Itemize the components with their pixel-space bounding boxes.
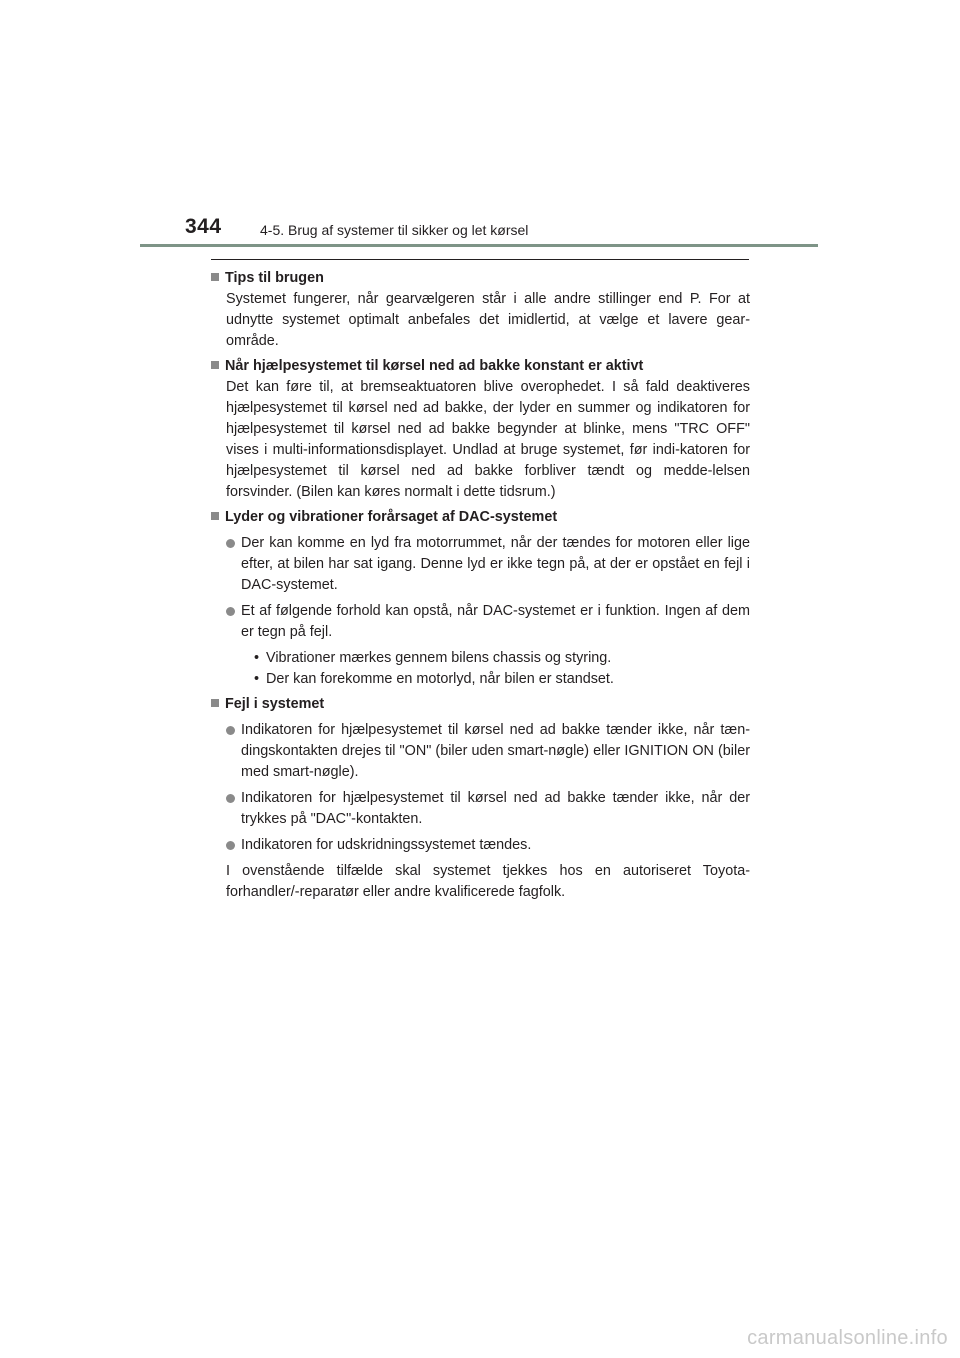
sub-list-item-text: Der kan forekomme en motorlyd, når bilen er standset. [266, 671, 614, 687]
circle-bullet-icon [226, 794, 235, 803]
list-item-text: Indikatoren for udskridningssystemet tændes. [241, 837, 532, 853]
list-item-text: Indikatoren for hjælpesystemet til kørsel ned ad bakke tænder ikke, når der trykkes på "DAC"-kontakten. [241, 790, 750, 827]
heading-text: Fejl i systemet [225, 696, 325, 712]
page-number: 344 [185, 215, 222, 238]
section-paragraph: Det kan føre til, at bremseaktuatoren blive overophedet. I så fald deaktiveres hjælpesystemet til kørsel ned ad bakke, der lyder en summer og indikatoren for hjælpesystemet til kørsel ned ad bakke begynder at blinke, mens "TRC OFF" vises i multi-informationsdisplayet. Undlad at bruge systemet, før indi-katoren for hjælpesystemet til kørsel ned ad bakke forbliver tændt og medde-lelsen forsvinder. (Bilen kan køres normalt i dette tidsrum.) [226, 379, 750, 500]
list-item [226, 835, 750, 856]
heading-text: Tips til brugen [225, 270, 324, 286]
sub-list-item-text: Vibrationer mærkes gennem bilens chassis og styring. [266, 650, 612, 666]
section-rule [211, 259, 749, 260]
section-heading [211, 694, 750, 715]
sub-list-item [254, 669, 750, 690]
section-heading [211, 507, 750, 528]
chapter-title: 4-5. Brug af systemer til sikker og let kørsel [260, 222, 529, 238]
section-paragraph: Systemet fungerer, når gearvælgeren står i alle andre stillinger end P. For at udnytte systemet optimalt anbefales det imidlertid, at vælge et lavere gear-område. [226, 291, 750, 349]
heading-text: Når hjælpesystemet til kørsel ned ad bakke konstant er aktivt [225, 358, 644, 374]
circle-bullet-icon [226, 607, 235, 616]
list-item [226, 788, 750, 830]
list-item-text: Indikatoren for hjælpesystemet til kørsel ned ad bakke tænder ikke, når tæn-dingskontakten drejes til "ON" (biler uden smart-nøgle) eller IGNITION ON (biler med smart-nøgle). [241, 722, 750, 780]
closing-paragraph: I ovenstående tilfælde skal systemet tjekkes hos en autoriseret Toyota-forhandler/-reparatør eller andre kvalificerede fagfolk. [226, 863, 750, 900]
watermark: carmanualsonline.info [747, 1327, 948, 1349]
section-sounds-vibrations [211, 507, 750, 690]
section-heading [211, 356, 750, 377]
sub-bullet-marker: • [254, 650, 260, 666]
circle-bullet-icon [226, 726, 235, 735]
page-content [211, 268, 750, 907]
square-bullet-icon [211, 361, 219, 369]
section-constant-active [211, 356, 750, 503]
section-heading [211, 268, 750, 289]
section-tips [211, 268, 750, 352]
sub-list-item [254, 648, 750, 669]
square-bullet-icon [211, 273, 219, 281]
list-item [226, 601, 750, 643]
square-bullet-icon [211, 699, 219, 707]
header-rule [140, 244, 818, 247]
circle-bullet-icon [226, 841, 235, 850]
list-item [226, 720, 750, 783]
sub-list [254, 648, 750, 690]
list-item-text: Der kan komme en lyd fra motorrummet, når der tændes for motoren eller lige efter, at bilen har sat igang. Denne lyd er ikke tegn på, at der er opstået en fejl i DAC-systemet. [241, 535, 750, 593]
section-system-fault [211, 694, 750, 903]
circle-bullet-icon [226, 539, 235, 548]
sub-bullet-marker: • [254, 671, 260, 687]
heading-text: Lyder og vibrationer forårsaget af DAC-systemet [225, 509, 558, 525]
square-bullet-icon [211, 512, 219, 520]
list-item [226, 533, 750, 596]
list-item-text: Et af følgende forhold kan opstå, når DAC-systemet er i funktion. Ingen af dem er tegn på fejl. [241, 603, 750, 640]
